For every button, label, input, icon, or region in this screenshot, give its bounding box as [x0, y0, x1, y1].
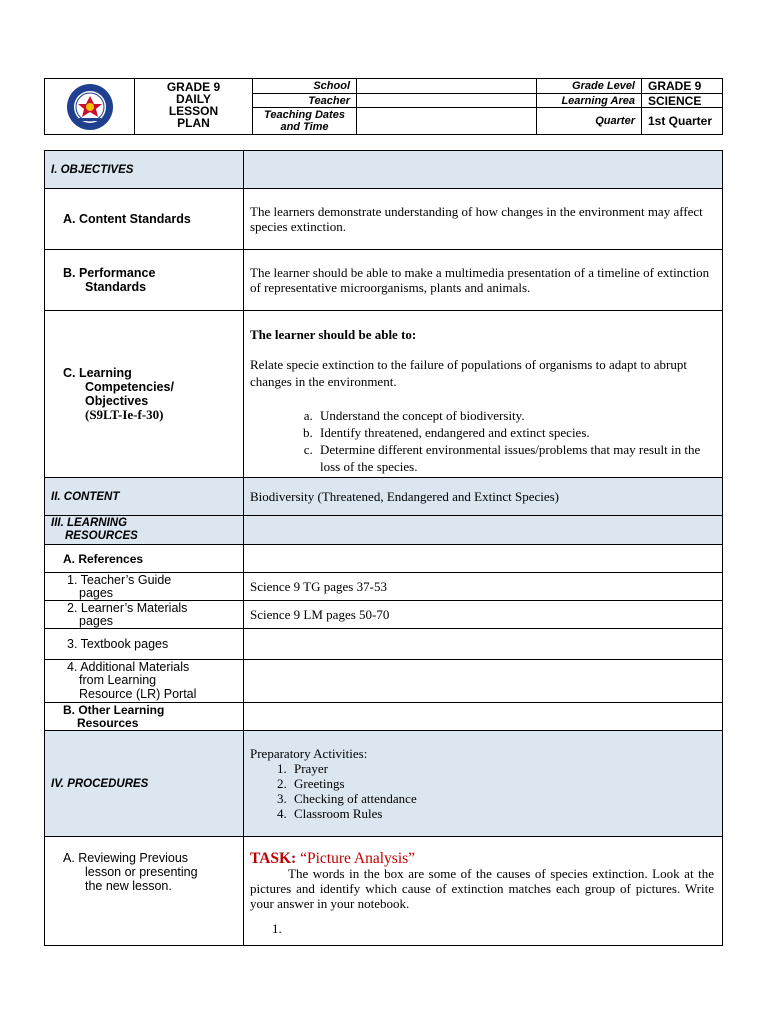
task-body — [244, 837, 723, 946]
tg-pages-value: Science 9 TG pages 37-53 — [244, 573, 723, 601]
task-heading — [250, 851, 714, 866]
teaching-dates-field[interactable] — [357, 108, 537, 134]
other-label-1: B. Other Learning — [63, 702, 165, 717]
other-resources-row — [45, 703, 723, 731]
competencies-label-line-3: Objectives — [85, 394, 149, 408]
quarter-label: Quarter — [537, 108, 642, 134]
additional-materials-row — [45, 660, 723, 703]
lm-pages-label-2: pages — [79, 613, 114, 628]
prep-item-4: 4. Classroom Rules — [290, 806, 714, 821]
title-line-3: LESSON — [168, 104, 219, 118]
textbook-blank — [244, 629, 723, 660]
lm-pages-label — [45, 601, 244, 629]
school-label: School — [253, 79, 357, 94]
review-lesson-label — [45, 837, 244, 946]
additional-label-3: Resource (LR) Portal — [79, 686, 197, 701]
school-field[interactable] — [357, 79, 537, 94]
competencies-list — [250, 407, 714, 475]
grade-level-label: Grade Level — [537, 79, 642, 94]
references-label: A. References — [45, 545, 244, 573]
performance-standards-label — [45, 250, 244, 311]
title-line-4: PLAN — [177, 116, 210, 130]
competency-item-b: b. Identify threatened, endangered and extinct species. — [316, 424, 714, 441]
content-standards-label: A. Content Standards — [45, 189, 244, 250]
review-label-3: the new lesson. — [85, 879, 172, 893]
lm-pages-value: Science 9 LM pages 50-70 — [244, 601, 723, 629]
competency-item-a: a. Understand the concept of biodiversity. — [316, 407, 714, 424]
performance-label-line-1: B. Performance — [63, 266, 156, 280]
objectives-row — [45, 151, 723, 189]
procedures-row — [45, 731, 723, 837]
additional-label-1: 4. Additional Materials — [67, 659, 190, 674]
content-row — [45, 478, 723, 516]
learning-resources-heading — [45, 516, 244, 545]
prep-item-1: 1. Prayer — [290, 761, 714, 776]
objectives-heading: I. OBJECTIVES — [45, 151, 244, 189]
lesson-plan-title — [135, 79, 253, 134]
review-label-2: lesson or presenting — [85, 865, 198, 879]
performance-standards-row — [45, 250, 723, 311]
teacher-label: Teacher — [253, 94, 357, 108]
task-item-1: 1. — [272, 921, 282, 936]
preparatory-activities — [244, 731, 723, 837]
competencies-row — [45, 311, 723, 478]
content-standards-row — [45, 189, 723, 250]
competencies-intro: The learner should be able to: — [250, 327, 417, 342]
deped-seal — [45, 79, 135, 134]
learning-resources-row — [45, 516, 723, 545]
prep-title: Preparatory Activities: — [250, 746, 368, 761]
lm-pages-label-1: 2. Learner’s Materials — [67, 600, 188, 615]
tg-pages-row — [45, 573, 723, 601]
textbook-label: 3. Textbook pages — [45, 629, 244, 660]
performance-label-line-2: Standards — [85, 280, 147, 294]
title-line-1: GRADE 9 — [166, 80, 221, 94]
title-line-2: DAILY — [176, 92, 211, 106]
competency-item-c: c. Determine different environmental issues/problems that may result in the loss of the species. — [316, 441, 714, 475]
teaching-dates-label: Teaching Dates and Time — [253, 108, 357, 134]
lesson-plan-table — [44, 150, 723, 946]
additional-materials-blank — [244, 660, 723, 703]
learning-resources-blank — [244, 516, 723, 545]
review-lesson-row — [45, 837, 723, 946]
prep-item-2: 2. Greetings — [290, 776, 714, 791]
content-heading: II. CONTENT — [45, 478, 244, 516]
lm-pages-row — [45, 601, 723, 629]
tg-pages-label-2: pages — [79, 585, 114, 600]
quarter-value: 1st Quarter — [648, 114, 713, 128]
other-resources-blank — [244, 703, 723, 731]
review-label-1: A. Reviewing Previous — [63, 851, 189, 865]
other-resources-label — [45, 703, 244, 731]
objectives-heading-blank — [244, 151, 723, 189]
learning-area-label: Learning Area — [537, 94, 642, 108]
procedures-heading: IV. PROCEDURES — [45, 731, 244, 837]
competencies-label-line-2: Competencies/ — [85, 380, 174, 394]
additional-label-2: from Learning — [79, 673, 157, 688]
competencies-text: Relate specie extinction to the failure of populations of organisms to adapt to abrupt changes in the environment. — [250, 357, 687, 389]
prep-list — [250, 761, 714, 821]
additional-materials-label — [45, 660, 244, 703]
performance-standards-text: The learner should be able to make a multimedia presentation of a timeline of extinction of representative microorganisms, plants and animals. — [244, 250, 723, 311]
competencies-label — [45, 311, 244, 478]
prep-item-3: 3. Checking of attendance — [290, 791, 714, 806]
learning-resources-heading-2: RESOURCES — [65, 530, 138, 542]
other-label-2: Resources — [77, 715, 139, 730]
references-row — [45, 545, 723, 573]
textbook-row — [45, 629, 723, 660]
grade-level-value: GRADE 9 — [642, 79, 722, 94]
task-title: “Picture Analysis” — [300, 850, 416, 867]
tg-pages-label-1: 1. Teacher’s Guide — [67, 572, 172, 587]
competencies-code: (S9LT-Ie-f-30) — [85, 407, 164, 422]
teacher-field[interactable] — [357, 94, 537, 108]
task-label: TASK: — [250, 850, 297, 867]
content-standards-text: The learners demonstrate understanding of how changes in the environment may affect species extinction. — [244, 189, 723, 250]
deped-seal-icon — [53, 82, 127, 132]
task-text: The words in the box are some of the causes of species extinction. Look at the pictures and identify which cause of extinction matches each group of pictures. Write your answer in your notebook. — [250, 866, 714, 911]
content-text: Biodiversity (Threatened, Endangered and Extinct Species) — [244, 478, 723, 516]
learning-area-value: SCIENCE — [642, 94, 722, 108]
competencies-body — [244, 311, 723, 478]
references-blank — [244, 545, 723, 573]
tg-pages-label — [45, 573, 244, 601]
header-table — [44, 78, 723, 135]
competencies-label-line-1: C. Learning — [63, 366, 132, 380]
learning-resources-heading-1: III. LEARNING — [51, 517, 128, 529]
